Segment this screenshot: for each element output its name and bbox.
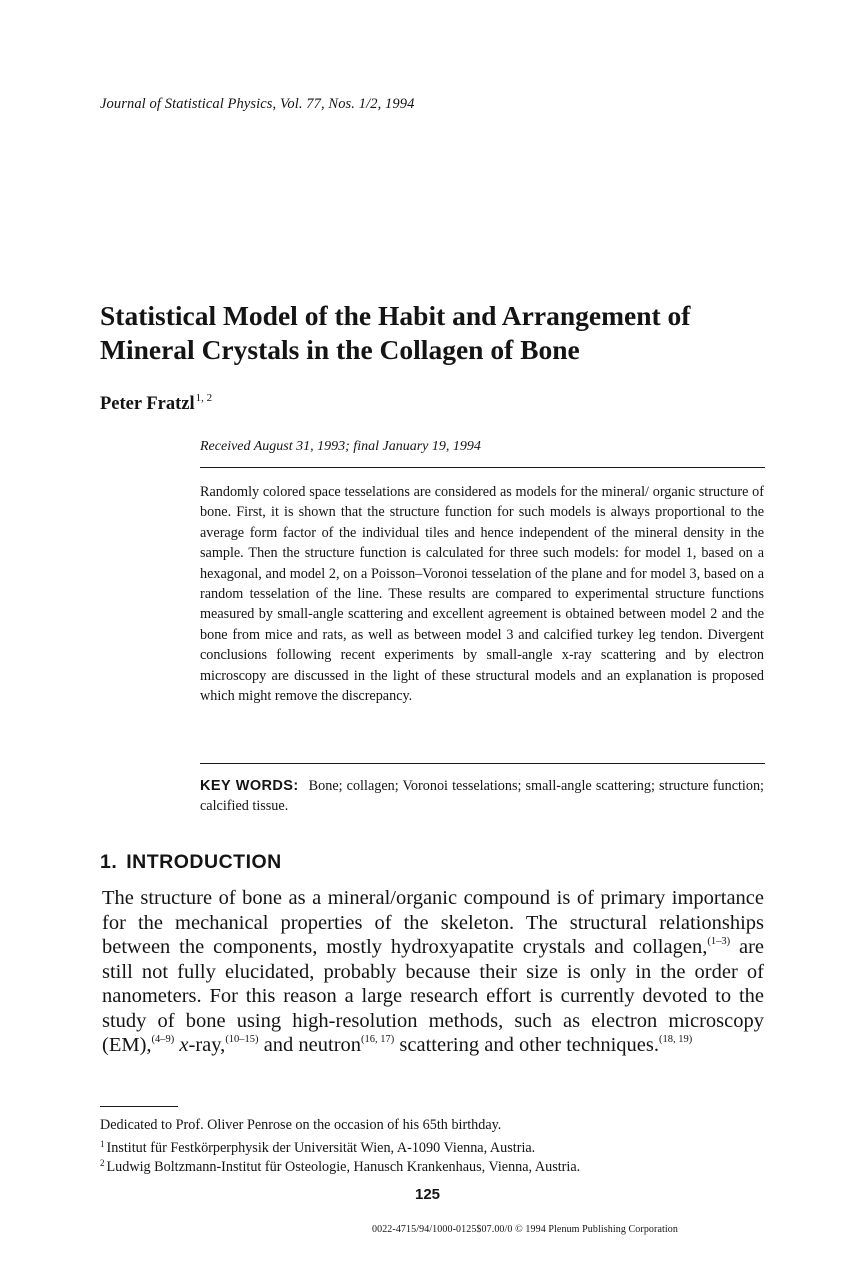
title-line-1: Statistical Model of the Habit and Arrangement of: [100, 300, 691, 331]
copyright-line: 0022-4715/94/1000-0125$07.00/0 © 1994 Plenum Publishing Corporation: [372, 1224, 678, 1235]
abstract-bottom-rule: [200, 763, 765, 764]
keywords: [200, 776, 764, 817]
intro-text-5: scattering and other techniques.: [394, 1034, 659, 1056]
ref-10-15: (10–15): [225, 1034, 259, 1045]
ref-18-19: (18, 19): [659, 1034, 693, 1045]
keywords-text: Bone; collagen; Voronoi tesselations; small-angle scattering; structure function; calcified tissue.: [200, 778, 764, 815]
keywords-label: KEY WORDS:: [200, 778, 299, 794]
intro-text-1: The structure of bone as a mineral/organic compound is of primary importance for the mechanical properties of the skeleton. The structural relationships between the components, mostly hydroxyapatite crystals and collagen,: [102, 887, 764, 958]
section-title: INTRODUCTION: [126, 851, 282, 873]
affiliation-marks: 1, 2: [195, 392, 213, 404]
ref-1-3: (1–3): [707, 936, 731, 947]
intro-text-2: are still not fully elucidated, probably because their size is only in the order of nanometers. For this reason a large research effort is currently devoted to the study of bone using high-resolution methods, such as electron microscopy (EM),: [102, 936, 764, 1056]
intro-paragraph: [102, 886, 764, 1058]
footnote-1-mark: 1: [100, 1139, 105, 1149]
author-line: [100, 392, 212, 415]
intro-text-3b: -ray,: [188, 1034, 226, 1056]
footnote-2-mark: 2: [100, 1158, 105, 1168]
paper-title: [100, 299, 780, 367]
footnote-1-text: Institut für Festkörperphysik der Universität Wien, A-1090 Vienna, Austria.: [106, 1140, 536, 1156]
footnote-dedication: Dedicated to Prof. Oliver Penrose on the occasion of his 65th birthday.: [100, 1117, 502, 1133]
abstract: Randomly colored space tesselations are considered as models for the mineral/ organic structure of bone. First, it is shown that the structure function for such models is always proportional to the average form factor of the individual tiles and hence independent of the mineral density in the sample. Then the structure function is calculated for three such models: for model 1, based on a hexagonal, and model 2, on a Poisson–Voronoi tesselation of the plane and for model 3, based on a random tesselation of the line. These results are compared to experimental structure functions measured by small-angle scattering and excellent agreement is obtained between model 2 and the bone from mice and rats, as well as between model 3 and calcified turkey leg tendon. Divergent conclusions following recent experiments by small-angle x-ray scattering and by electron microscopy are discussed in the light of these structural models and an explanation is proposed which might remove the discrepancy.: [200, 484, 764, 705]
page-number: 125: [414, 1186, 441, 1203]
footnote-rule: [100, 1106, 178, 1107]
intro-x-italic: x: [179, 1034, 189, 1056]
footnote-2-text: Ludwig Boltzmann-Institut für Osteologie, Hanusch Krankenhaus, Vienna, Austria.: [106, 1159, 581, 1175]
ref-4-9: (4–9): [151, 1034, 175, 1045]
received-dates: Received August 31, 1993; final January 19, 1994: [200, 439, 481, 454]
section-heading: [100, 851, 282, 874]
author-name: Peter Fratzl: [100, 394, 195, 414]
journal-citation: Journal of Statistical Physics, Vol. 77, Nos. 1/2, 1994: [100, 96, 415, 112]
footnote-2: [100, 1154, 780, 1177]
title-line-2: Mineral Crystals in the Collagen of Bone: [100, 334, 580, 365]
ref-16-17: (16, 17): [361, 1034, 395, 1045]
intro-text-4: and neutron: [258, 1034, 362, 1056]
section-number: 1.: [100, 851, 118, 873]
abstract-top-rule: [200, 467, 765, 468]
